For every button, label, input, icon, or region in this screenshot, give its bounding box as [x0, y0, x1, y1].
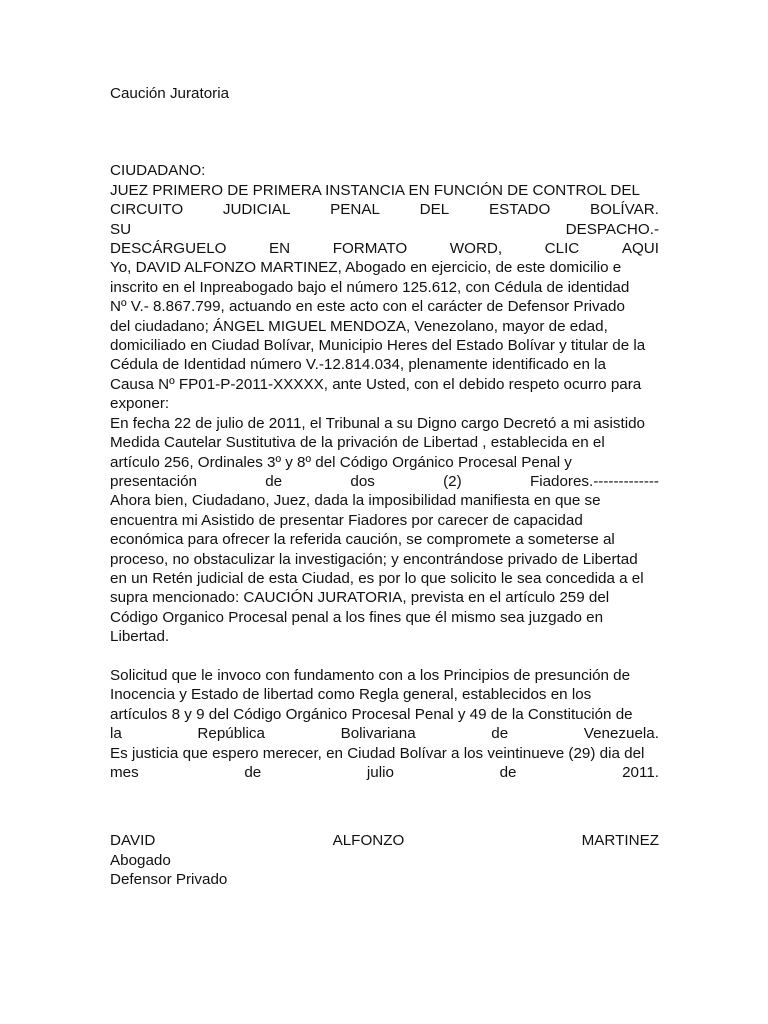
justified-line [110, 239, 659, 258]
line-word: SU [110, 220, 132, 238]
letter-text [110, 161, 659, 782]
line-word: Fiadores.------------- [529, 472, 659, 490]
text-line: supra mencionado: CAUCIÓN JURATORIA, prevista en el artículo 259 del [110, 589, 610, 607]
signature-name-word: MARTINEZ [581, 832, 659, 850]
line-word: CLIC [544, 240, 580, 258]
text-line: artículos 8 y 9 del Código Orgánico Procesal Penal y 49 de la Constitución de [110, 705, 633, 723]
text-line: en un Retén judicial de esta Ciudad, es por lo que solicito le sea concedida a el [110, 569, 644, 587]
text-line: Es justicia que espero merecer, en Ciudad Bolívar a los veintinueve (29) dia del [110, 744, 645, 762]
line-word: de [491, 725, 509, 743]
line-word: de [499, 763, 517, 781]
text-line: proceso, no obstaculizar la investigación; y encontrándose privado de Libertad [110, 550, 638, 568]
text-line: encuentra mi Asistido de presentar Fiadores por carecer de capacidad [110, 511, 583, 529]
line-word: FORMATO [332, 240, 408, 258]
justified-line [110, 200, 659, 219]
line-word: Bolivariana [340, 725, 416, 743]
text-line: En fecha 22 de julio de 2011, el Tribunal a su Digno cargo Decretó a mi asistido [110, 414, 645, 432]
line-word: WORD, [449, 240, 503, 258]
justified-line [110, 763, 659, 782]
signature-role: Abogado [110, 851, 171, 869]
signature-name-word: DAVID [110, 832, 156, 850]
justified-line [110, 724, 659, 743]
line-word: CIRCUITO [110, 201, 184, 219]
text-line: inscrito en el Inpreabogado bajo el número 125.612, con Cédula de identidad [110, 278, 630, 296]
line-word: DESCÁRGUELO [110, 240, 227, 258]
text-line: Medida Cautelar Sustitutiva de la privación de Libertad , establecida en el [110, 434, 605, 452]
paragraph-spacer [110, 647, 659, 666]
justified-line [110, 472, 659, 491]
text-line: artículo 256, Ordinales 3º y 8º del Código Orgánico Procesal Penal y [110, 453, 572, 471]
line-word: BOLÍVAR. [590, 201, 659, 219]
text-line: Causa Nº FP01-P-2011-XXXXX, ante Usted, con el debido respeto ocurro para [110, 375, 642, 393]
line-word: DEL [419, 201, 450, 219]
text-line: CIUDADANO: [110, 162, 206, 180]
line-word: AQUI [621, 240, 659, 258]
line-word: julio [366, 763, 394, 781]
line-word: dos [350, 472, 375, 490]
line-word: de [244, 763, 262, 781]
line-word: República [197, 725, 265, 743]
text-line: domiciliado en Ciudad Bolívar, Municipio Heres del Estado Bolívar y titular de la [110, 337, 646, 355]
line-word: 2011. [622, 763, 659, 781]
signature-name-word: ALFONZO [332, 832, 405, 850]
text-line: Ahora bien, Ciudadano, Juez, dada la imposibilidad manifiesta en que se [110, 492, 601, 510]
document-body [110, 84, 659, 890]
text-line: JUEZ PRIMERO DE PRIMERA INSTANCIA EN FUNCIÓN DE CONTROL DEL [110, 181, 640, 199]
line-word: de [265, 472, 283, 490]
signature-position: Defensor Privado [110, 871, 228, 889]
text-line: Código Organico Procesal penal a los fines que él mismo sea juzgado en [110, 608, 604, 626]
text-line: Solicitud que le invoco con fundamento con a los Principios de presunción de [110, 666, 631, 684]
text-line: Nº V.- 8.867.799, actuando en este acto con el carácter de Defensor Privado [110, 298, 625, 316]
line-word: ESTADO [488, 201, 551, 219]
line-word: DESPACHO.- [565, 220, 659, 238]
line-word: JUDICIAL [222, 201, 291, 219]
text-line: Libertad. [110, 628, 170, 646]
line-word: la [110, 725, 122, 743]
text-line: Cédula de Identidad número V.-12.814.034, plenamente identificado en la [110, 356, 606, 374]
justified-line [110, 220, 659, 239]
signature-spacer [110, 782, 659, 831]
document-title: Caución Juratoria [110, 85, 230, 102]
text-line: del ciudadano; ÁNGEL MIGUEL MENDOZA, Venezolano, mayor de edad, [110, 317, 608, 335]
text-line: Inocencia y Estado de libertad como Regla general, establecidos en los [110, 686, 592, 704]
line-word: (2) [443, 472, 462, 490]
title-spacer [110, 103, 659, 161]
line-word: PENAL [330, 201, 380, 219]
line-word: EN [269, 240, 291, 258]
line-word: Venezuela. [583, 725, 659, 743]
line-word: presentación [110, 472, 197, 490]
line-word: mes [110, 763, 139, 781]
text-line: Yo, DAVID ALFONZO MARTINEZ, Abogado en ejercicio, de este domicilio e [110, 259, 622, 277]
text-line: exponer: [110, 395, 170, 413]
signature-name [110, 831, 659, 850]
text-line: económica para ofrecer la referida caución, se compromete a someterse al [110, 531, 615, 549]
